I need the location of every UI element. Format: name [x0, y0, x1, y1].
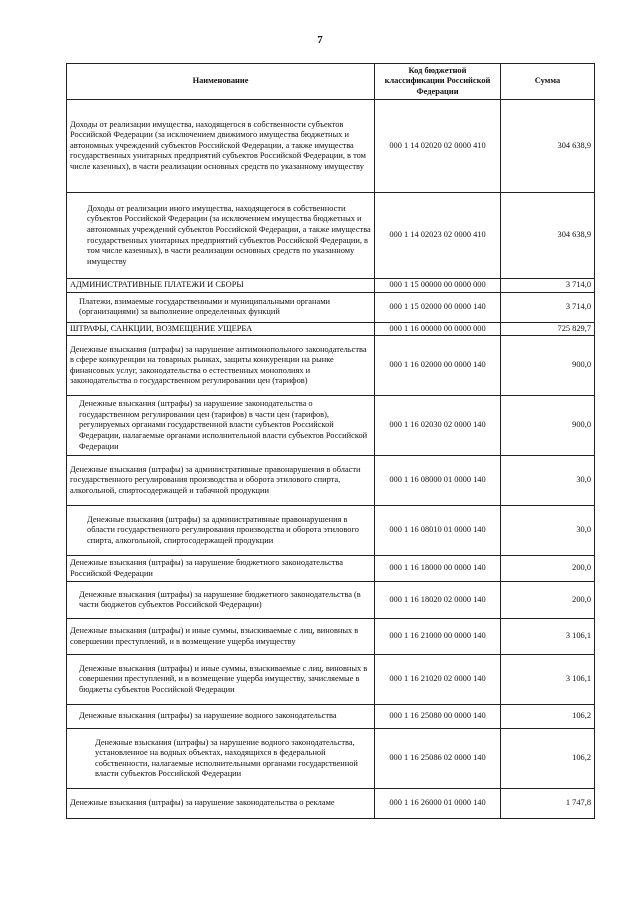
row-amount-cell: 3 714,0 — [501, 292, 595, 322]
row-code-cell: 000 1 14 02023 02 0000 410 — [375, 193, 501, 279]
table-row — [67, 292, 595, 322]
table-row — [67, 729, 595, 789]
row-amount-cell: 3 106,1 — [501, 619, 595, 655]
row-code-cell: 000 1 16 21020 02 0000 140 — [375, 655, 501, 705]
table-row — [67, 506, 595, 556]
row-amount-cell: 106,2 — [501, 705, 595, 729]
section-row — [67, 279, 595, 293]
table-row — [67, 619, 595, 655]
row-code-cell: 000 1 16 18000 00 0000 140 — [375, 556, 501, 582]
row-name-cell: Денежные взыскания (штрафы) за административные правонарушения в области государственного регулирования производства и оборота этилового спирта, алкогольной, спиртосодержащей и табачной продукции — [67, 456, 375, 506]
table-row — [67, 336, 595, 396]
row-name-cell: ШТРАФЫ, САНКЦИИ, ВОЗМЕЩЕНИЕ УЩЕРБА — [67, 322, 375, 336]
row-code-cell: 000 1 16 18020 02 0000 140 — [375, 582, 501, 619]
row-code-cell: 000 1 16 00000 00 0000 000 — [375, 322, 501, 336]
section-row — [67, 322, 595, 336]
row-amount-cell: 3 106,1 — [501, 655, 595, 705]
table-row — [67, 655, 595, 705]
row-name-cell: Денежные взыскания (штрафы) и иные суммы, взыскиваемые с лиц, виновных в совершении преступлений, и в возмещение ущерба имуществу, зачисляемые в бюджеты субъектов Российской Федерации — [67, 655, 375, 705]
row-name-cell: Денежные взыскания (штрафы) за нарушение законодательства о государственном регулировании цен (тарифов) в части цен (тарифов), регулируемых органами государственной власти субъектов Российской Федерации, налагаемые органами исполнительной власти субъектов Российской Федерации — [67, 396, 375, 456]
table-row — [67, 582, 595, 619]
header-code: Код бюджетной классификации Российской Федерации — [375, 64, 501, 100]
row-name-cell: Денежные взыскания (штрафы) за нарушение бюджетного законодательства Российской Федерации — [67, 556, 375, 582]
row-code-cell: 000 1 16 21000 00 0000 140 — [375, 619, 501, 655]
row-name-cell: Платежи, взимаемые государственными и муниципальными органами (организациями) за выполнение определенных функций — [67, 292, 375, 322]
table-body — [67, 100, 595, 819]
table-row — [67, 193, 595, 279]
row-name-cell: Денежные взыскания (штрафы) за нарушение антимонопольного законодательства в сфере конкуренции на товарных рынках, защиты конкуренции на рынке финансовых услуг, законодательства о естественных монополиях и законодательства о государственном регулировании цен (тарифов) — [67, 336, 375, 396]
row-name-cell: Денежные взыскания (штрафы) за административные правонарушения в области государственного регулирования производства и оборота этилового спирта, алкогольной, спиртосодержащей продукции — [67, 506, 375, 556]
table-row — [67, 789, 595, 819]
row-amount-cell: 900,0 — [501, 336, 595, 396]
row-amount-cell: 30,0 — [501, 506, 595, 556]
row-code-cell: 000 1 15 00000 00 0000 000 — [375, 279, 501, 293]
table-header-row — [67, 64, 595, 100]
table-row — [67, 396, 595, 456]
row-code-cell: 000 1 16 02030 02 0000 140 — [375, 396, 501, 456]
row-name-cell: Денежные взыскания (штрафы) и иные суммы, взыскиваемые с лиц, виновных в совершении преступлений, и в возмещение ущерба имуществу — [67, 619, 375, 655]
row-code-cell: 000 1 15 02000 00 0000 140 — [375, 292, 501, 322]
table-row — [67, 456, 595, 506]
row-name-cell: АДМИНИСТРАТИВНЫЕ ПЛАТЕЖИ И СБОРЫ — [67, 279, 375, 293]
row-amount-cell: 3 714,0 — [501, 279, 595, 293]
budget-revenue-table — [66, 63, 595, 819]
row-name-cell: Денежные взыскания (штрафы) за нарушение бюджетного законодательства (в части бюджетов субъектов Российской Федерации) — [67, 582, 375, 619]
table-row — [67, 705, 595, 729]
row-code-cell: 000 1 16 08000 01 0000 140 — [375, 456, 501, 506]
row-amount-cell: 200,0 — [501, 556, 595, 582]
row-amount-cell: 106,2 — [501, 729, 595, 789]
row-code-cell: 000 1 16 25086 02 0000 140 — [375, 729, 501, 789]
row-code-cell: 000 1 16 02000 00 0000 140 — [375, 336, 501, 396]
table-row — [67, 556, 595, 582]
row-name-cell: Денежные взыскания (штрафы) за нарушение водного законодательства — [67, 705, 375, 729]
header-name: Наименование — [67, 64, 375, 100]
row-name-cell: Доходы от реализации имущества, находящегося в собственности субъектов Российской Федерации (за исключением движимого имущества бюджетных и автономных учреждений субъектов Российской Федерации, а также имущества государственных унитарных предприятий субъектов Российской Федерации, в том числе казенных), в части реализации основных средств по указанному имуществу — [67, 100, 375, 193]
row-name-cell: Доходы от реализации иного имущества, находящегося в собственности субъектов Российской Федерации (за исключением имущества бюджетных и автономных учреждений субъектов Российской Федерации, а также имущества государственных унитарных предприятий субъектов Российской Федерации, в том числе казенных), в части реализации основных средств по указанному имуществу — [67, 193, 375, 279]
page-number: 7 — [317, 34, 323, 46]
row-amount-cell: 304 638,9 — [501, 100, 595, 193]
row-amount-cell: 200,0 — [501, 582, 595, 619]
row-code-cell: 000 1 16 25080 00 0000 140 — [375, 705, 501, 729]
row-amount-cell: 900,0 — [501, 396, 595, 456]
row-code-cell: 000 1 16 08010 01 0000 140 — [375, 506, 501, 556]
row-code-cell: 000 1 14 02020 02 0000 410 — [375, 100, 501, 193]
row-amount-cell: 304 638,9 — [501, 193, 595, 279]
table-row — [67, 100, 595, 193]
row-name-cell: Денежные взыскания (штрафы) за нарушение законодательства о рекламе — [67, 789, 375, 819]
row-name-cell: Денежные взыскания (штрафы) за нарушение водного законодательства, установленное на водных объектах, находящихся в федеральной собственности, налагаемые исполнительными органами государственной власти субъектов Российской Федерации — [67, 729, 375, 789]
header-amount: Сумма — [501, 64, 595, 100]
row-amount-cell: 30,0 — [501, 456, 595, 506]
row-amount-cell: 1 747,8 — [501, 789, 595, 819]
row-code-cell: 000 1 16 26000 01 0000 140 — [375, 789, 501, 819]
row-amount-cell: 725 829,7 — [501, 322, 595, 336]
